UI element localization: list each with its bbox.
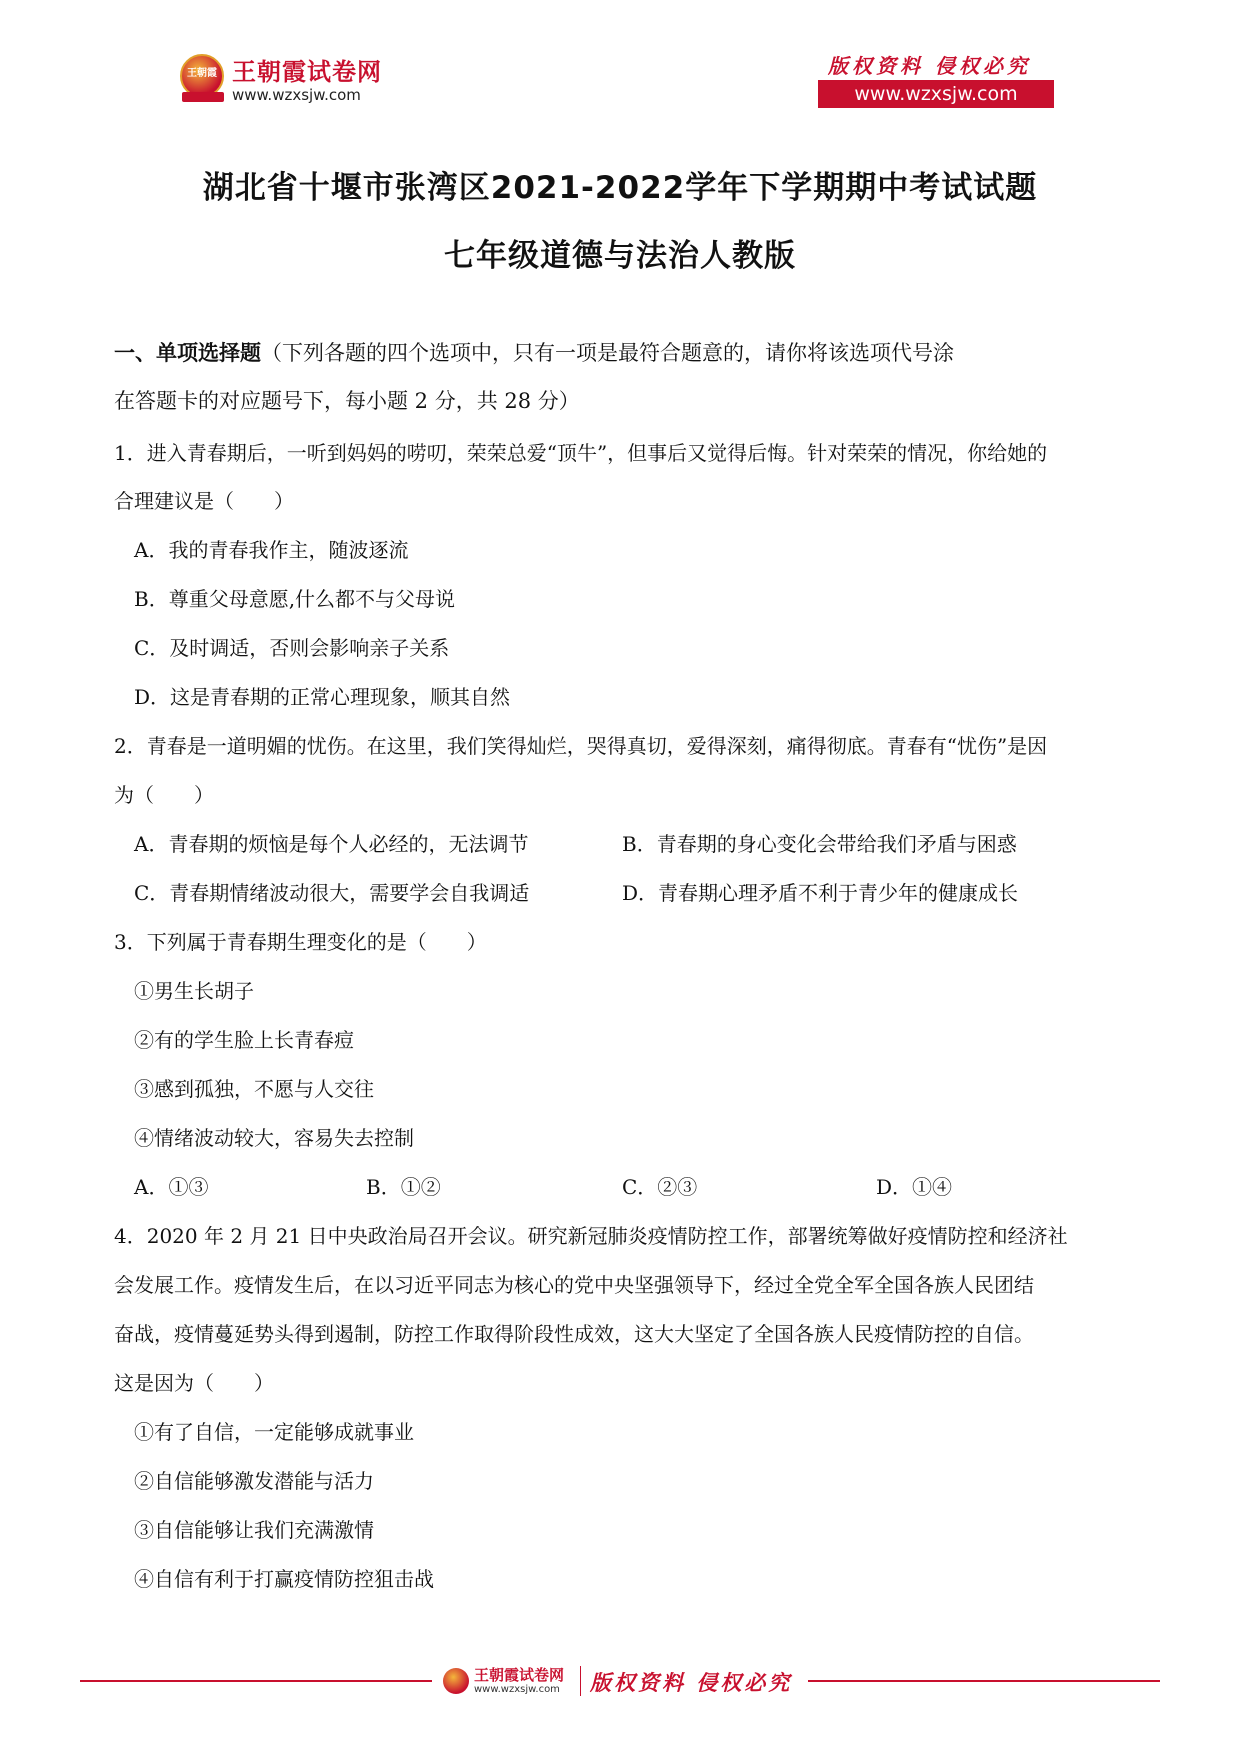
- section-instruction-cont: 在答题卡的对应题号下，每小题 2 分，共 28 分）: [114, 389, 580, 413]
- question-1-option-d: D．这是青春期的正常心理现象，顺其自然: [134, 685, 511, 709]
- section-heading-line: [114, 338, 954, 368]
- footer-separator: [580, 1666, 581, 1696]
- question-3-option-b: B．①②: [366, 1175, 441, 1199]
- logo-ribbon: [182, 92, 224, 102]
- exam-subtitle: 七年级道德与法治人教版: [444, 238, 796, 274]
- footer-logo-url[interactable]: www.wzxsjw.com: [474, 1684, 560, 1695]
- footer-logo-name: 王朝霞试卷网: [474, 1666, 565, 1684]
- question-3-stem: 3．下列属于青春期生理变化的是（ ）: [114, 930, 487, 954]
- question-4-item-3: ③自信能够让我们充满激情: [134, 1518, 374, 1542]
- question-3-item-1: ①男生长胡子: [134, 979, 254, 1003]
- question-2-stem: 2．青春是一道明媚的忧伤。在这里，我们笑得灿烂，哭得真切，爱得深刻，痛得彻底。青春有“忧伤”是因: [114, 734, 1048, 758]
- question-4-item-2: ②自信能够激发潜能与活力: [134, 1469, 374, 1493]
- question-3-item-3: ③感到孤独，不愿与人交往: [134, 1077, 374, 1101]
- footer-divider-right: [808, 1680, 1160, 1682]
- question-3-option-a: A．①③: [134, 1175, 209, 1199]
- question-3-option-c: C．②③: [622, 1175, 698, 1199]
- logo-badge-text: 王朝霞: [187, 68, 217, 79]
- footer-copyright: 版权资料 侵权必究: [590, 1671, 793, 1695]
- copyright-notice: 版权资料 侵权必究: [828, 54, 1031, 78]
- question-2-stem-cont: 为（ ）: [114, 783, 214, 807]
- site-logo[interactable]: [180, 52, 440, 112]
- question-4-stem-cont-2: 奋战，疫情蔓延势头得到遏制，防控工作取得阶段性成效，这大大坚定了全国各族人民疫情防控的自信。: [114, 1322, 1034, 1346]
- question-1-option-c: C．及时调适，否则会影响亲子关系: [134, 636, 450, 660]
- question-4-stem: 4．2020 年 2 月 21 日中央政治局召开会议。研究新冠肺炎疫情防控工作，部署统筹做好疫情防控和经济社: [114, 1224, 1068, 1248]
- question-3-option-d: D．①④: [876, 1175, 953, 1199]
- question-4-item-1: ①有了自信，一定能够成就事业: [134, 1420, 414, 1444]
- footer-logo-icon: [443, 1668, 469, 1694]
- question-1-stem: 1．进入青春期后，一听到妈妈的唠叨，荣荣总爱“顶牛”，但事后又觉得后悔。针对荣荣的情况，你给她的: [114, 441, 1048, 465]
- exam-title: 湖北省十堰市张湾区2021-2022学年下学期期中考试试题: [202, 170, 1038, 206]
- question-2-option-a: A．青春期的烦恼是每个人必经的，无法调节: [134, 832, 529, 856]
- logo-name: 王朝霞试卷网: [232, 58, 382, 86]
- question-4-stem-cont-3: 这是因为（ ）: [114, 1371, 274, 1395]
- section-instruction: （下列各题的四个选项中，只有一项是最符合题意的，请你将该选项代号涂: [261, 341, 954, 365]
- question-1-option-b: B．尊重父母意愿,什么都不与父母说: [134, 587, 456, 611]
- footer-divider-left: [80, 1680, 432, 1682]
- question-2-option-b: B．青春期的身心变化会带给我们矛盾与困惑: [622, 832, 1017, 856]
- question-2-option-c: C．青春期情绪波动很大，需要学会自我调适: [134, 881, 530, 905]
- question-2-option-d: D．青春期心理矛盾不利于青少年的健康成长: [622, 881, 1019, 905]
- question-4-stem-cont-1: 会发展工作。疫情发生后，在以习近平同志为核心的党中央坚强领导下，经过全党全军全国各族人民团结: [114, 1273, 1034, 1297]
- question-3-item-4: ④情绪波动较大，容易失去控制: [134, 1126, 414, 1150]
- question-4-item-4: ④自信有利于打赢疫情防控狙击战: [134, 1567, 434, 1591]
- question-1-stem-cont: 合理建议是（ ）: [114, 489, 294, 513]
- question-3-item-2: ②有的学生脸上长青春痘: [134, 1028, 354, 1052]
- logo-url[interactable]: www.wzxsjw.com: [232, 86, 361, 104]
- copyright-url[interactable]: www.wzxsjw.com: [818, 80, 1054, 108]
- section-heading: 一、单项选择题: [114, 341, 261, 365]
- question-1-option-a: A．我的青春我作主，随波逐流: [134, 538, 409, 562]
